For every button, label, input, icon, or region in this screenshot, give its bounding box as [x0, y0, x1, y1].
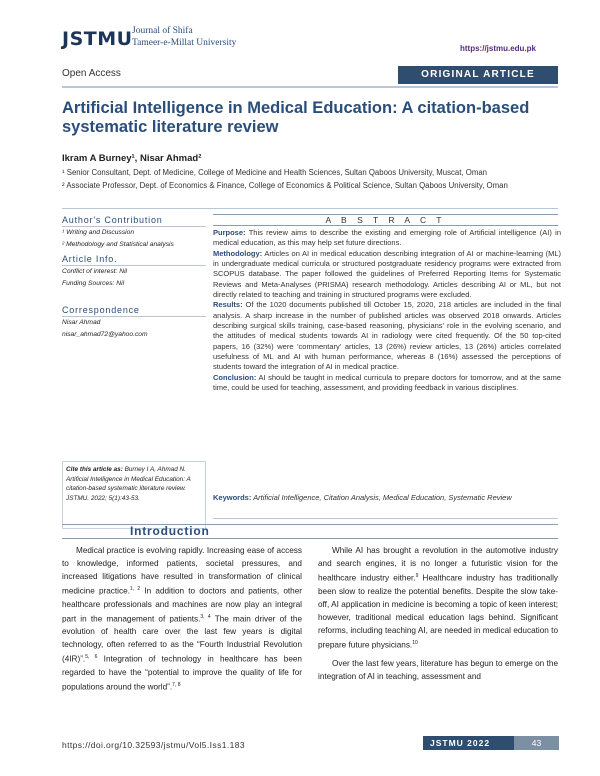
contribution-2: ² Methodology and Statistical analysis — [62, 241, 174, 248]
intro-paragraph-1 — [62, 544, 302, 694]
intro-p2-text: While AI has brought a revolution in the automotive industry and search engines, it is no longer a futuristic vision for the healthcare industry either. — [318, 546, 558, 583]
funding-sources: Funding Sources: Nil — [62, 280, 125, 287]
intro-p1b-text: In addition to doctors and patients, other healthcare professionals and machines are now play an integral part in the management of patients. — [62, 586, 302, 624]
results-text: Of the 1020 documents published till October 15, 2020, 218 articles are included in the final analysis. A sharp increase in the number of published articles was observed 2018 onwards. Articles describing surgical skills training, case-based reasoning, physicians' role in the evolving scenario, and the attitudes of medical students towards AI in radiology were cited frequently. Of the 50 top-cited papers, 16 (32%) were 'commentary' articles, 13 (26%) review articles, 13 (26%) articles correlated usefulness of ML and AI with human performance, whereas 8 (16%) assessed the perceptions of students toward the integration of AI in medical practice. — [213, 300, 561, 372]
contribution-1: ¹ Writing and Discussion — [62, 229, 135, 236]
conflict-of-interest: Conflict of interest: Nil — [62, 268, 128, 275]
intro-paragraph-2 — [318, 544, 558, 651]
paper-title — [62, 99, 562, 137]
keywords-divider — [213, 518, 558, 519]
article-type-badge: ORIGINAL ARTICLE — [398, 66, 558, 84]
citation-ref: 3, 4 — [200, 613, 211, 620]
citation-ref: 7, 8 — [172, 682, 181, 689]
intro-p1d-text: Integration of technology in healthcare has been regarded to have the “potential to improve the quality of life for populations around the world”. — [62, 655, 302, 692]
abstract-methodology — [213, 249, 561, 301]
citation-box — [62, 461, 206, 529]
intro-column-left — [62, 544, 302, 694]
paper-title-line2: systematic literature review — [62, 118, 279, 136]
purpose-text: This review aims to describe the existing and emerging role of Artificial intelligence (AI) in medical education, as this may help set future directions. — [213, 228, 562, 248]
results-label: Results: — [213, 300, 243, 310]
abstract-purpose — [213, 228, 561, 249]
intro-p2b-text: Healthcare industry has traditionally been slow to realize the potential benefits. Despite the slow take-off, AI application in medicine is becoming a topic of keen interest; however, traditional medical education lags behind. Significant reforms, including teaching AI, are needed in medical education to prepare future physicians. — [318, 573, 558, 650]
doi-link[interactable]: https://doi.org/10.32593/jstmu/Vol5.Iss1.183 — [62, 740, 245, 750]
abstract-body — [213, 228, 561, 394]
footer-journal-year: JSTMU 2022 — [430, 738, 491, 748]
intro-column-right — [318, 544, 558, 683]
affiliation-2: ² Associate Professor, Dept. of Economics & Finance, College of Economics & Political Science, Sultan Qaboos University, Oman — [62, 181, 508, 190]
affiliation-divider — [62, 208, 558, 209]
article-info-heading: Article Info. — [62, 254, 206, 266]
title-divider — [62, 86, 558, 88]
citation-ref: 1, 2 — [129, 586, 141, 592]
conclusion-text: AI should be taught in medical curricula to prepare doctors for tomorrow, and at the same time, could be used for teaching, assessment, and providing feedback in various disciplines. — [213, 372, 562, 393]
journal-logo: JSTMU — [62, 28, 133, 50]
keywords-label: Keywords: — [213, 493, 252, 502]
correspondence-heading: Correspondence — [62, 305, 206, 317]
page-number: 43 — [514, 736, 559, 750]
purpose-label: Purpose: — [213, 228, 246, 237]
intro-p1c-text: The main driver of the evolution of health care over the last few years is digital technology, often referred to as the “Fourth Industrial Revolution (4IR)”. — [62, 614, 303, 665]
cite-label: Cite this article as: — [66, 466, 123, 473]
journal-url-link[interactable]: https://jstmu.edu.pk — [460, 44, 536, 53]
abstract-results — [213, 300, 561, 372]
journal-name-line1: Journal of Shifa — [132, 26, 193, 36]
intro-paragraph-3: Over the last few years, literature has begun to emerge on the integration of AI in teaching, assessment and — [318, 659, 558, 682]
correspondence-name: Nisar Ahmad — [62, 319, 101, 326]
methodology-text: Articles on AI in medical education describing integration of AI or machine-learning (ML) in undergraduate medical curricula or structured postgraduate residency programs were extracted from SCOPUS database. The paper followed the guidelines of Preferred Reporting Items for Systematic Reviews and Meta-Analyses (PRISMA) research methodology. Articles describing AI or ML, but not directly related to teaching and training in structured programs were excluded. — [213, 248, 561, 300]
keywords — [213, 493, 561, 504]
open-access-label: Open Access — [62, 68, 121, 79]
paper-title-line1: Artificial Intelligence in Medical Education: A citation-based — [62, 99, 530, 117]
abstract-conclusion — [213, 373, 561, 394]
intro-p1-text: Medical practice is evolving rapidly. Increasing ease of access to knowledge, informed patients, societal pressures, and increased litigations have resulted in transformation of clinical medicine practice. — [62, 546, 302, 596]
introduction-heading: Introduction — [130, 524, 210, 538]
citation-ref: 5, 6 — [85, 654, 98, 661]
author-list: Ikram A Burney¹, Nisar Ahmad² — [62, 153, 202, 164]
abstract-heading: A B S T R A C T — [213, 214, 558, 226]
conclusion-label: Conclusion: — [213, 372, 257, 382]
cite-text: Burney I A, Ahmad N. Artificial Intelligence in Medical Education: A citation-based systematic literature review. JSTMU. 2022; 5(1):43-53. — [66, 466, 191, 502]
correspondence-email[interactable]: nisar_ahmad72@yahoo.com — [62, 331, 148, 338]
author-contribution-heading: Author's Contribution — [62, 215, 206, 227]
methodology-label: Methodology: — [213, 248, 263, 258]
keywords-text: Artificial Intelligence, Citation Analysis, Medical Education, Systematic Review — [253, 493, 512, 502]
journal-name-line2: Tameer-e-Millat University — [132, 38, 237, 48]
citation-ref: 10 — [412, 639, 418, 646]
affiliation-1: ¹ Senior Consultant, Dept. of Medicine, College of Medicine and Health Sciences, Sultan Qaboos University, Muscat, Oman — [62, 168, 487, 177]
citation-ref: 9 — [415, 573, 419, 579]
